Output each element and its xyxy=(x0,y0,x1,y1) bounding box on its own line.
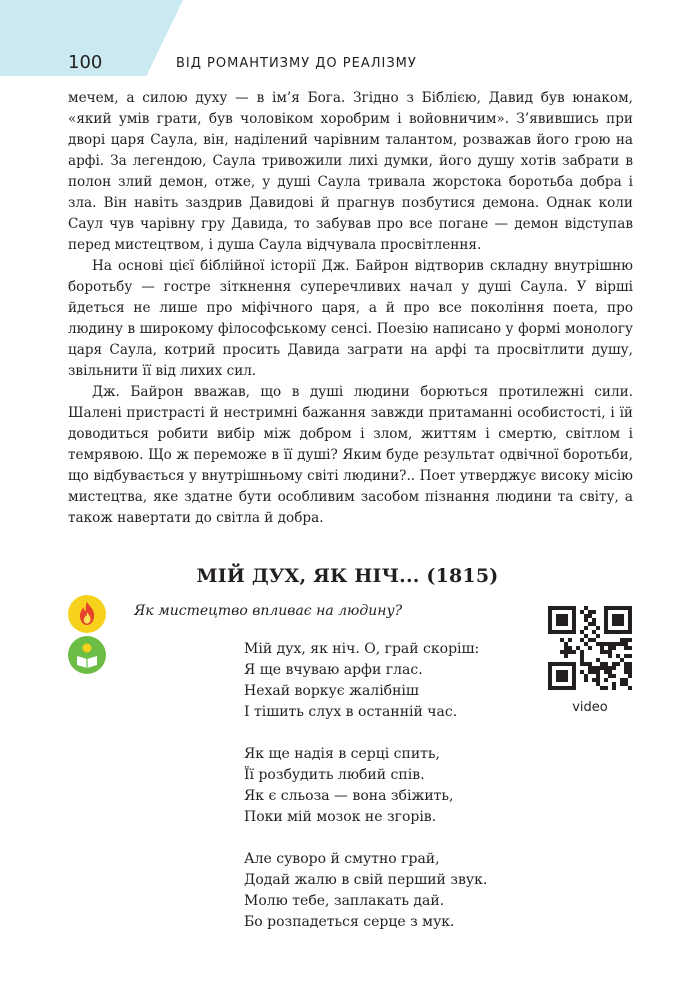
qr-video-label: video xyxy=(572,700,608,715)
poem-line: Додай жалю в свій перший звук. xyxy=(244,872,488,888)
qr-code[interactable] xyxy=(548,606,632,690)
fire-icon xyxy=(68,595,106,633)
running-title: ВІД РОМАНТИЗМУ ДО РЕАЛІЗМУ xyxy=(176,56,417,71)
poem-line: Нехай воркує жалібніш xyxy=(244,683,419,699)
poem-line: Як є сльоза — вона збіжить, xyxy=(244,788,454,804)
reading-person-icon xyxy=(68,636,106,674)
paragraph: мечем, а силою духу — в ім’я Бога. Згідно з Біблією, Давид був юнаком, «який умів грати, був чоловіком хоробрим і войовничим». З’явившись при дворі царя Саула, він, наділений чарівним талантом, розважав його грою на арфі. За легендою, Саула тривожили лихі думки, його душу хотів забрати в полон злий демон, отже, у душі Саула тривала жорстока боротьба добра і зла. Він навіть заздрив Давидові й прагнув позбутися демона. Однак коли Саул чув чарівну гру Давида, то забував про все погане — демон відступав перед мистецтвом, і душа Саула відчувала просвітлення. xyxy=(68,90,633,253)
poem xyxy=(244,639,487,954)
poem-line: Молю тебе, заплакать дай. xyxy=(244,893,445,909)
poem-line: І тішить слух в останній час. xyxy=(244,704,458,720)
page-number: 100 xyxy=(68,52,103,73)
poem-line: Бо розпадеться серце з мук. xyxy=(244,914,455,930)
body-text xyxy=(68,88,633,529)
poem-line: Мій дух, як ніч. О, грай скоріш: xyxy=(244,641,480,657)
poem-line: Поки мій мозок не згорів. xyxy=(244,809,437,825)
poem-stanza xyxy=(244,744,487,828)
paragraph: На основі цієї біблійної історії Дж. Байрон відтворив складну внутрішню боротьбу — гостре зіткнення суперечливих начал у душі Саула. У вірші йдеться не лише про міфічного царя, а й про все покоління поета, про людину в широкому філософському сенсі. Поезію написано у формі монологу царя Саула, котрий просить Давида заграти на арфі та просвітлити душу, звільнити її від лихих сил. xyxy=(68,258,633,379)
paragraph: Дж. Байрон вважав, що в душі людини борються протилежні сили. Шалені пристрасті й нестримні бажання завжди притаманні особистості, і їй доводиться робити вибір між добром і злом, життям і смертю, світлом і темрявою. Що ж переможе в її душі? Яким буде результат одвічної боротьби, що відбувається у внутрішньому світі людини?.. Поет утверджує високу місію мистецтва, яке здатне бути особливим засобом пізнання людини та світу, а також навертати до світла й добра. xyxy=(68,384,633,526)
section-title: МІЙ ДУХ, ЯК НІЧ... (1815) xyxy=(196,565,499,587)
poem-line: Її розбудить любий спів. xyxy=(244,767,425,783)
poem-line: Я ще вчуваю арфи глас. xyxy=(244,662,423,678)
poem-line: Але суворо й смутно грай, xyxy=(244,851,440,867)
guiding-question: Як мистецтво впливає на людину? xyxy=(134,603,403,619)
poem-line: Як ще надія в серці спить, xyxy=(244,746,440,762)
poem-stanza xyxy=(244,849,487,933)
poem-stanza xyxy=(244,639,487,723)
